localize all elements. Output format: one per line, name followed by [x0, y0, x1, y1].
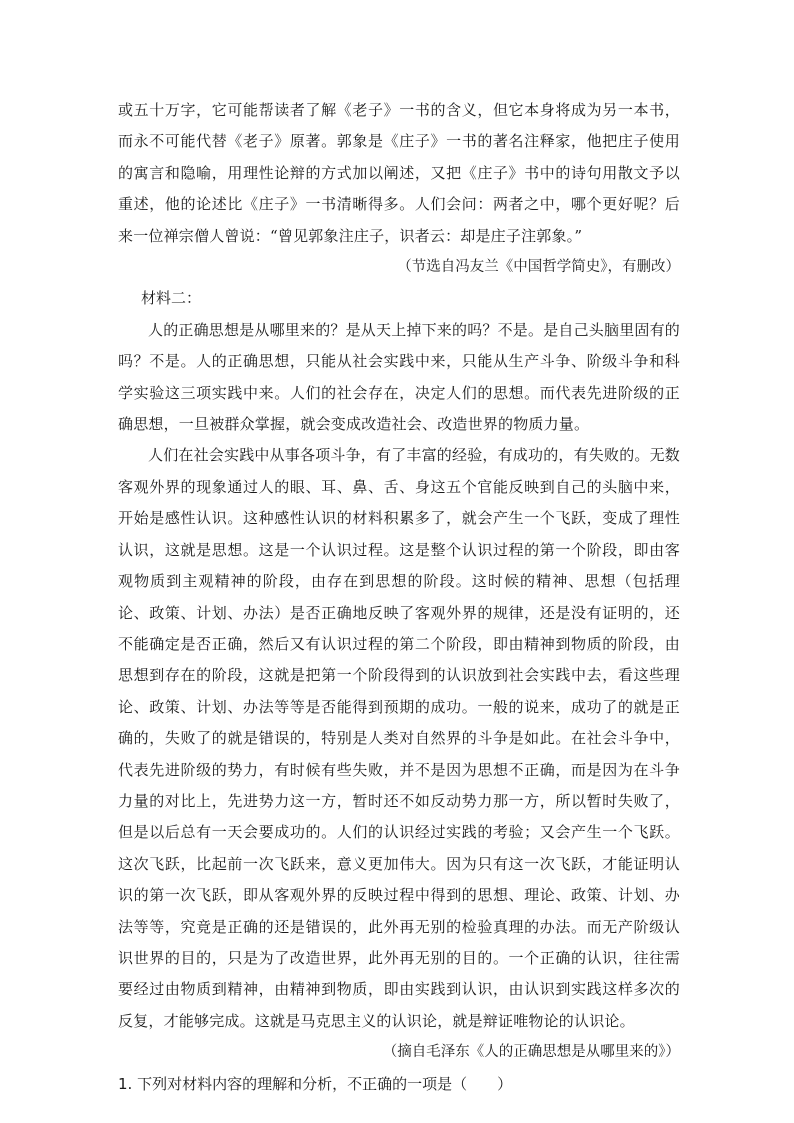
- material2-paragraph-1: 人的正确思想是从哪里来的？是从天上掉下来的吗？不是。是自己头脑里固有的吗？不是。人的正确思想，只能从社会实践中来，只能从生产斗争、阶级斗争和科学实验这三项实践中来。人们的社会存在，决定人们的思想。而代表先进阶级的正确思想，一旦被群众掌握，就会变成改造社会、改造世界的物质力量。: [118, 320, 681, 434]
- question-1-stem: 1. 下列对材料内容的理解和分析，不正确的一项是（ ）: [118, 1074, 513, 1093]
- document-body: [118, 95, 680, 1100]
- material1-continuation: 或五十万字，它可能帮读者了解《老子》一书的含义，但它本身将成为另一本书，而永不可能代替《老子》原著。郭象是《庄子》一书的著名注释家，他把庄子使用的寓言和隐喻，用理性论辩的方式加以阐述，又把《庄子》书中的诗句用散文予以重述，他的论述比《庄子》一书清晰得多。人们会问：两者之中，哪个更好呢？后来一位禅宗僧人曾说：“曾见郭象注庄子，识者云：却是庄子注郭象。”: [118, 101, 680, 245]
- material2-heading: 材料二：: [141, 289, 202, 308]
- material1-source: （节选自冯友兰《中国哲学简史》，有删改）: [397, 259, 680, 276]
- material2-paragraph-2: 人们在社会实践中从事各项斗争，有了丰富的经验，有成功的，有失败的。无数客观外界的现象通过人的眼、耳、鼻、舌、身这五个官能反映到自己的头脑中来，开始是感性认识。这种感性认识的材料积累多了，就会产生一个飞跃，变成了理性认识，这就是思想。这是一个认识过程。这是整个认识过程的第一个阶段，即由客观物质到主观精神的阶段，由存在到思想的阶段。这时候的精神、思想（包括理论、政策、计划、办法）是否正确地反映了客观外界的规律，还是没有证明的，还不能确定是否正确，然后又有认识过程的第二个阶段，即由精神到物质的阶段，由思想到存在的阶段，这就是把第一个阶段得到的认识放到社会实践中去，看这些理论、政策、计划、办法等等是否能得到预期的成功。一般的说来，成功了的就是正确的，失败了的就是错误的，特别是人类对自然界的斗争是如此。在社会斗争中，代表先进阶级的势力，有时候有些失败，并不是因为思想不正确，而是因为在斗争力量的对比上，先进势力这一方，暂时还不如反动势力那一方，所以暂时失败了，但是以后总有一天会要成功的。人们的认识经过实践的考验；又会产生一个飞跃。这次飞跃，比起前一次飞跃来，意义更加伟大。因为只有这一次飞跃，才能证明认识的第一次飞跃，即从客观外界的反映过程中得到的思想、理论、政策、计划、办法等等，究竟是正确的还是错误的，此外再无别的检验真理的办法。而无产阶级认识世界的目的，只是为了改造世界，此外再无别的目的。一个正确的认识，往往需要经过由物质到精神，由精神到物质，即由实践到认识，由认识到实践这样多次的反复，才能够完成。这就是马克思主义的认识论，就是辩证唯物论的认识论。: [118, 446, 681, 1030]
- material2-source: （摘自毛泽东《人的正确思想是从哪里来的》）: [382, 1044, 680, 1061]
